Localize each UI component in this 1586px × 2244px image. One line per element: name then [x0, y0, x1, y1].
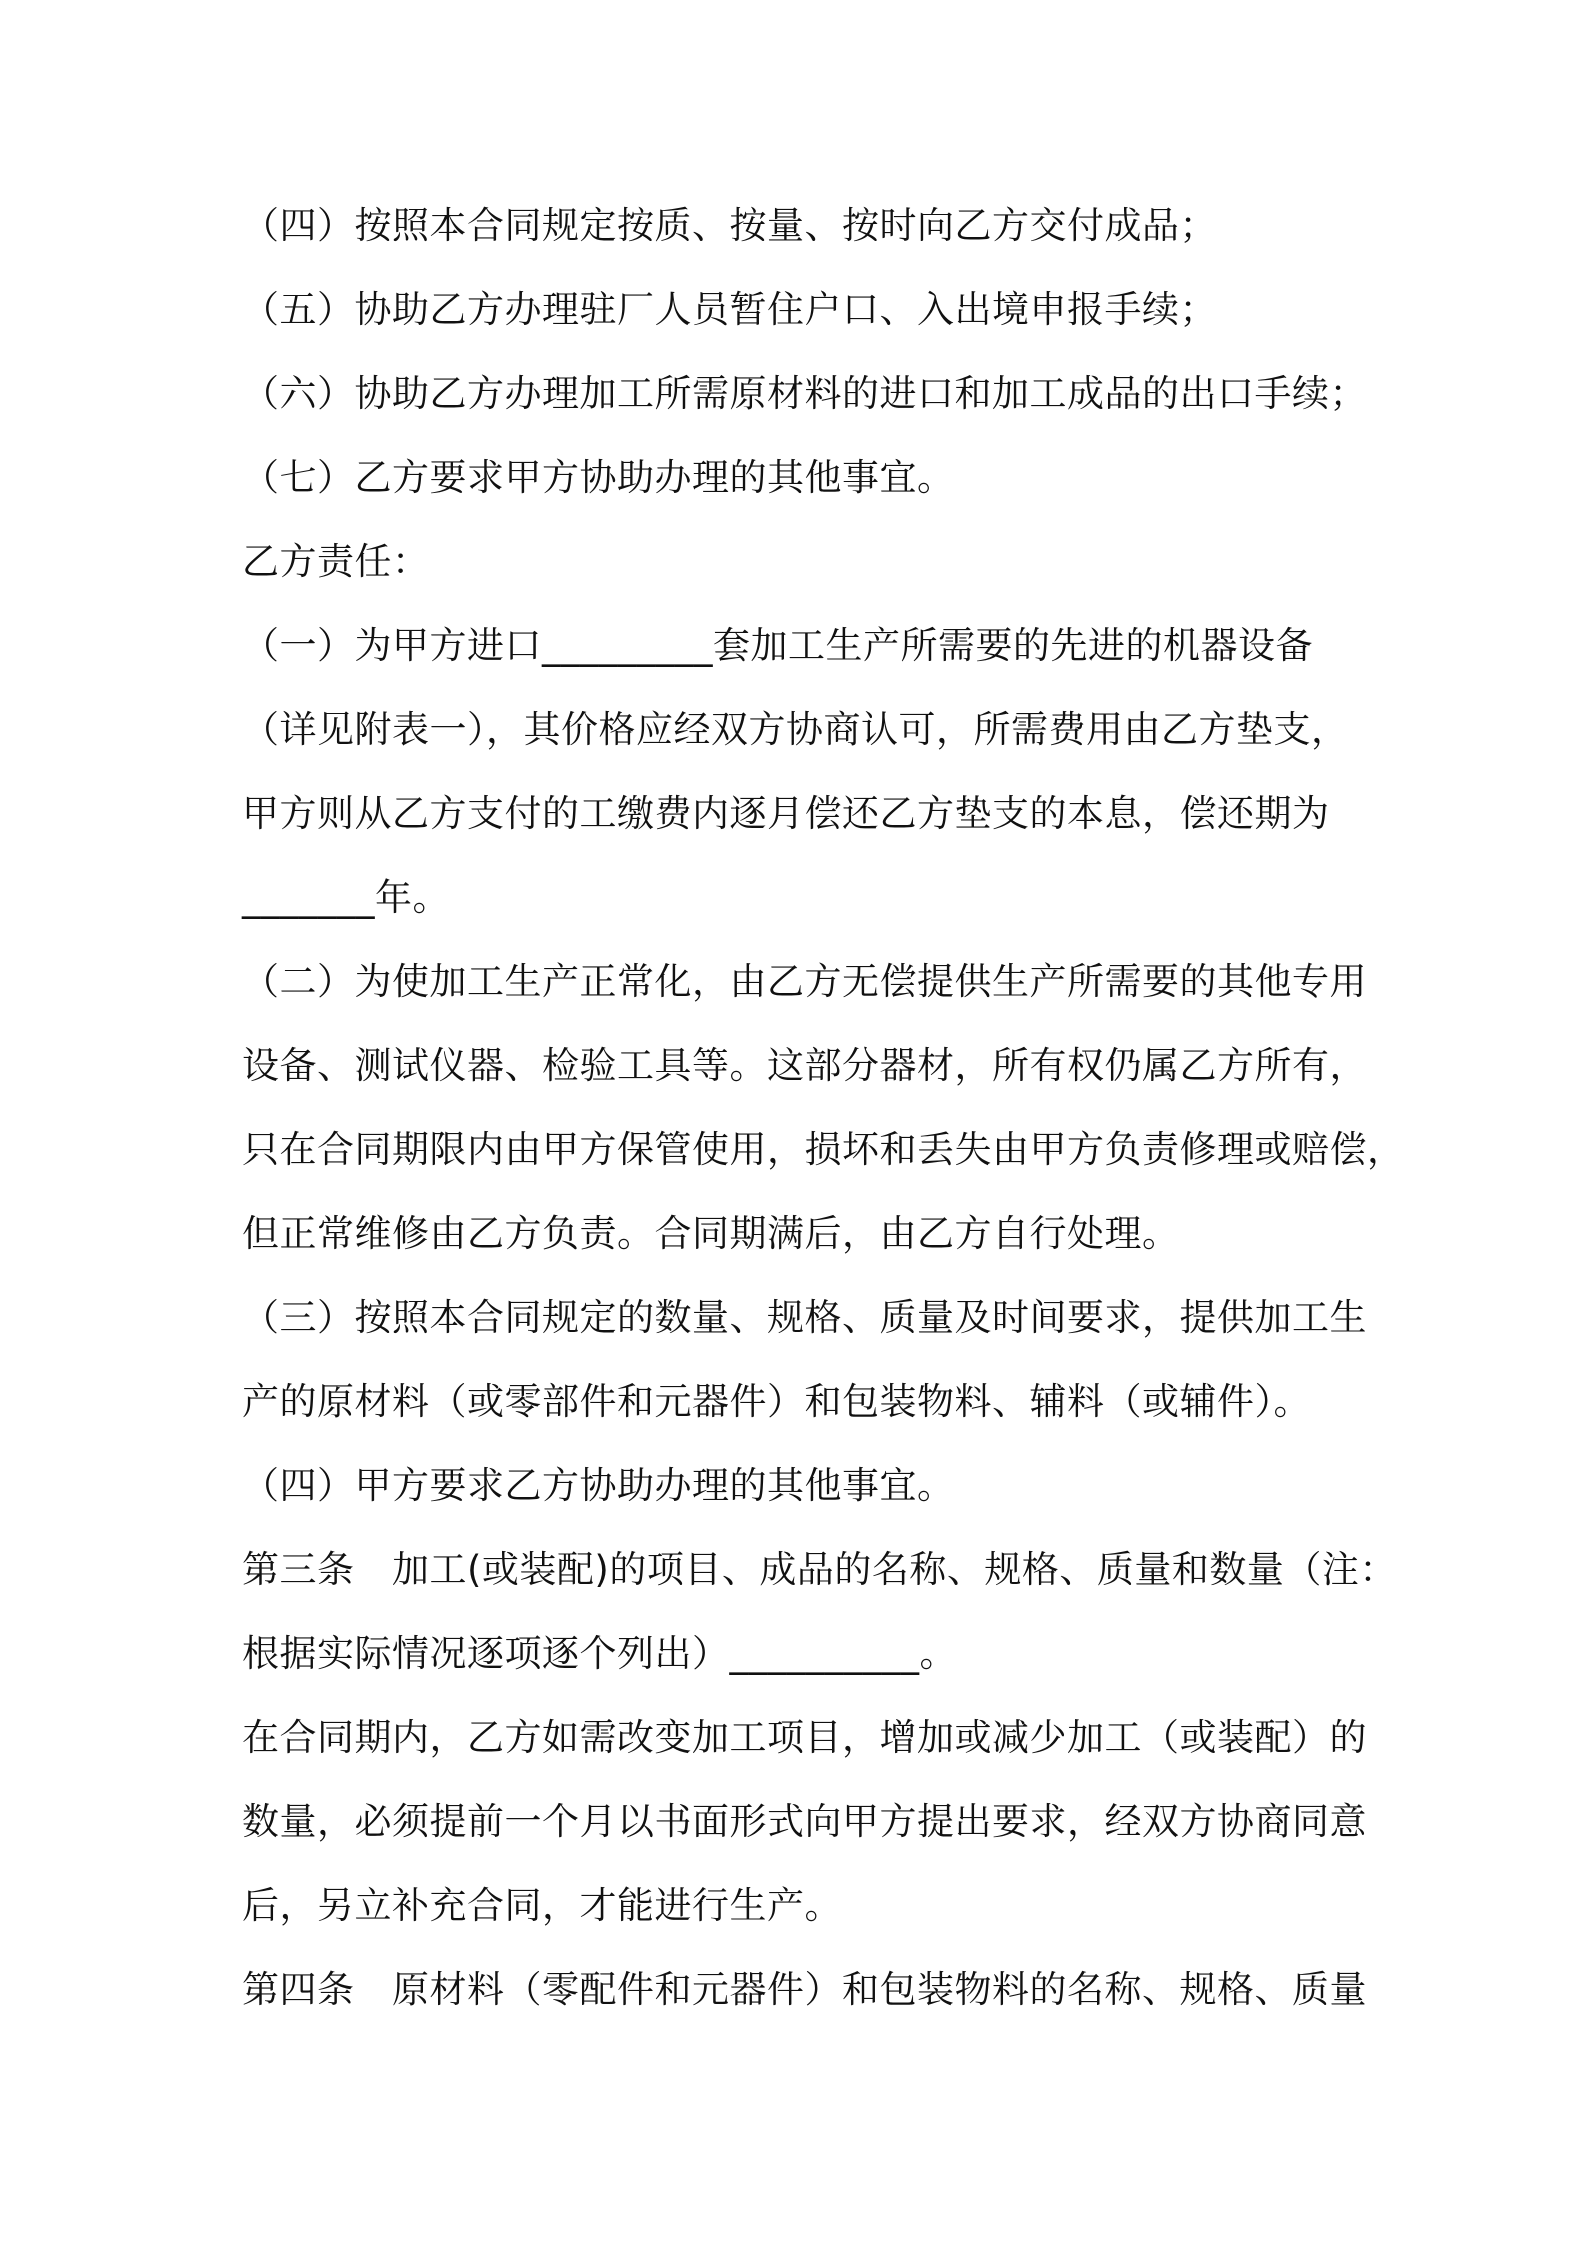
text-line: （四）按照本合同规定按质、按量、按时向乙方交付成品；	[242, 204, 1217, 247]
section-heading: 乙方责任：	[242, 540, 430, 583]
text-line: （五）协助乙方办理驻厂人员暂住户口、入出境申报手续；	[242, 288, 1217, 331]
text-line: 在合同期内，乙方如需改变加工项目，增加或减少加工（或装配）的	[242, 1716, 1367, 1759]
text-line: （四）甲方要求乙方协助办理的其他事宜。	[242, 1464, 955, 1507]
text-line: 但正常维修由乙方负责。合同期满后，由乙方自行处理。	[242, 1212, 1180, 1255]
text-line: 根据实际情况逐项逐个列出）__________。	[242, 1632, 957, 1675]
text-line: 数量，必须提前一个月以书面形式向甲方提出要求，经双方协商同意	[242, 1800, 1367, 1843]
text-line: 后，另立补充合同，才能进行生产。	[242, 1884, 842, 1927]
text-line: 甲方则从乙方支付的工缴费内逐月偿还乙方垫支的本息，偿还期为	[242, 792, 1330, 835]
text-line: 设备、测试仪器、检验工具等。这部分器材，所有权仍属乙方所有，	[242, 1044, 1367, 1087]
text-line: （二）为使加工生产正常化，由乙方无偿提供生产所需要的其他专用	[242, 960, 1367, 1003]
article-heading: 第三条 加工(或装配)的项目、成品的名称、规格、质量和数量（注：	[242, 1548, 1397, 1591]
text-line: 只在合同期限内由甲方保管使用，损坏和丢失由甲方负责修理或赔偿，	[242, 1128, 1405, 1171]
text-line: _______年。	[242, 876, 450, 919]
text-line: （详见附表一），其价格应经双方协商认可，所需费用由乙方垫支，	[242, 708, 1349, 751]
text-line: （七）乙方要求甲方协助办理的其他事宜。	[242, 456, 955, 499]
text-line: （一）为甲方进口_________套加工生产所需要的先进的机器设备	[242, 624, 1313, 667]
article-heading: 第四条 原材料（零配件和元器件）和包装物料的名称、规格、质量	[242, 1968, 1367, 2011]
text-line: 产的原材料（或零部件和元器件）和包装物料、辅料（或辅件）。	[242, 1380, 1311, 1423]
text-line: （六）协助乙方办理加工所需原材料的进口和加工成品的出口手续；	[242, 372, 1367, 415]
text-line: （三）按照本合同规定的数量、规格、质量及时间要求，提供加工生	[242, 1296, 1367, 1339]
